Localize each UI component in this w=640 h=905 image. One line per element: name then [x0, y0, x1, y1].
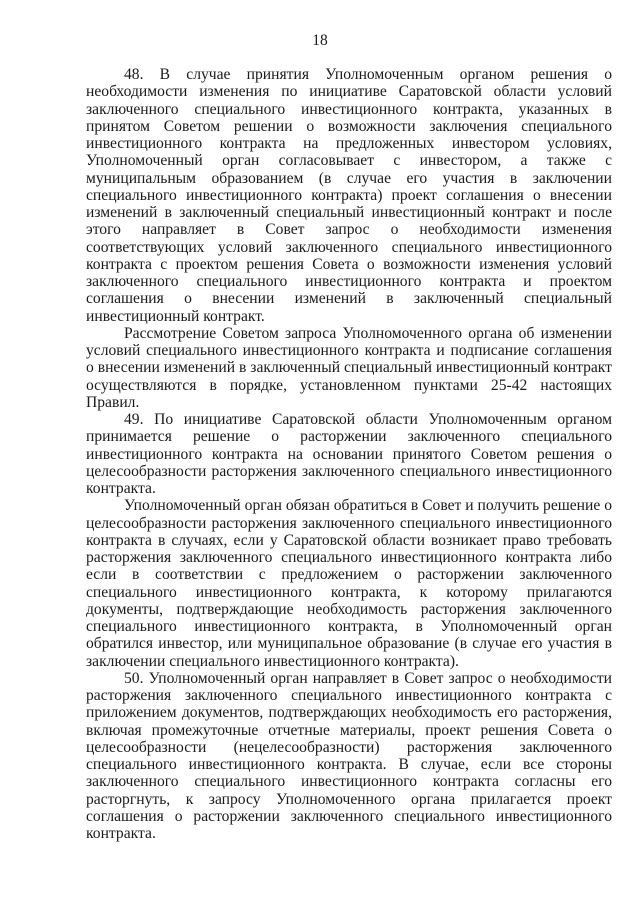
paragraph-49: 49. По инициативе Саратовской области Уполномоченным органом принимается решение о расторжении заключенного специального инвестиционного контракта на основании принятого Советом решения о целесообразности расторжения заключенного специального инвестиционного контракта. — [86, 411, 612, 497]
paragraph-50: 50. Уполномоченный орган направляет в Совет запрос о необходимости расторжения заключенного специального инвестиционного контракта с приложением документов, подтверждающих необходимость его расторжения, включая промежуточные отчетные материалы, проект решения Совета о целесообразности (нецелесообразности) расторжения заключенного специального инвестиционного контракта. В случае, если все стороны заключенного специального инвестиционного контракта согласны его расторгнуть, к запросу Уполномоченного органа прилагается проект соглашения о расторжении заключенного специального инвестиционного контракта. — [86, 669, 612, 842]
document-body — [86, 66, 612, 842]
paragraph-49-continuation: Уполномоченный орган обязан обратиться в Совет и получить решение о целесообразности расторжения заключенного специального инвестиционного контракта в случаях, если у Саратовской области возникает право требовать расторжения заключенного специального инвестиционного контракта либо если в соответствии с предложением о расторжении заключенного специального инвестиционного контракта, к которому прилагаются документы, подтверждающие необходимость расторжения заключенного специального инвестиционного контракта, в Уполномоченный орган обратился инвестор, или муниципальное образование (в случае его участия в заключении специального инвестиционного контракта). — [86, 497, 612, 670]
page-number: 18 — [312, 32, 328, 49]
paragraph-48: 48. В случае принятия Уполномоченным органом решения о необходимости изменения по инициативе Саратовской области условий заключенного специального инвестиционного контракта, указанных в принятом Советом решении о возможности заключения специального инвестиционного контракта на предложенных инвестором условиях, Уполномоченный орган согласовывает с инвестором, а также с муниципальным образованием (в случае его участия в заключении специального инвестиционного контракта) проект соглашения о внесении изменений в заключенный специальный инвестиционный контракт и после этого направляет в Совет запрос о необходимости изменения соответствующих условий заключенного специального инвестиционного контракта с проектом решения Совета о возможности изменения условий заключенного специального инвестиционного контракта и проектом соглашения о внесении изменений в заключенный специальный инвестиционный контракт. — [86, 66, 612, 325]
paragraph-48-continuation: Рассмотрение Советом запроса Уполномоченного органа об изменении условий специального инвестиционного контракта и подписание соглашения о внесении изменений в заключенный специальный инвестиционный контракт осуществляются в порядке, установленном пунктами 25-42 настоящих Правил. — [86, 324, 612, 411]
